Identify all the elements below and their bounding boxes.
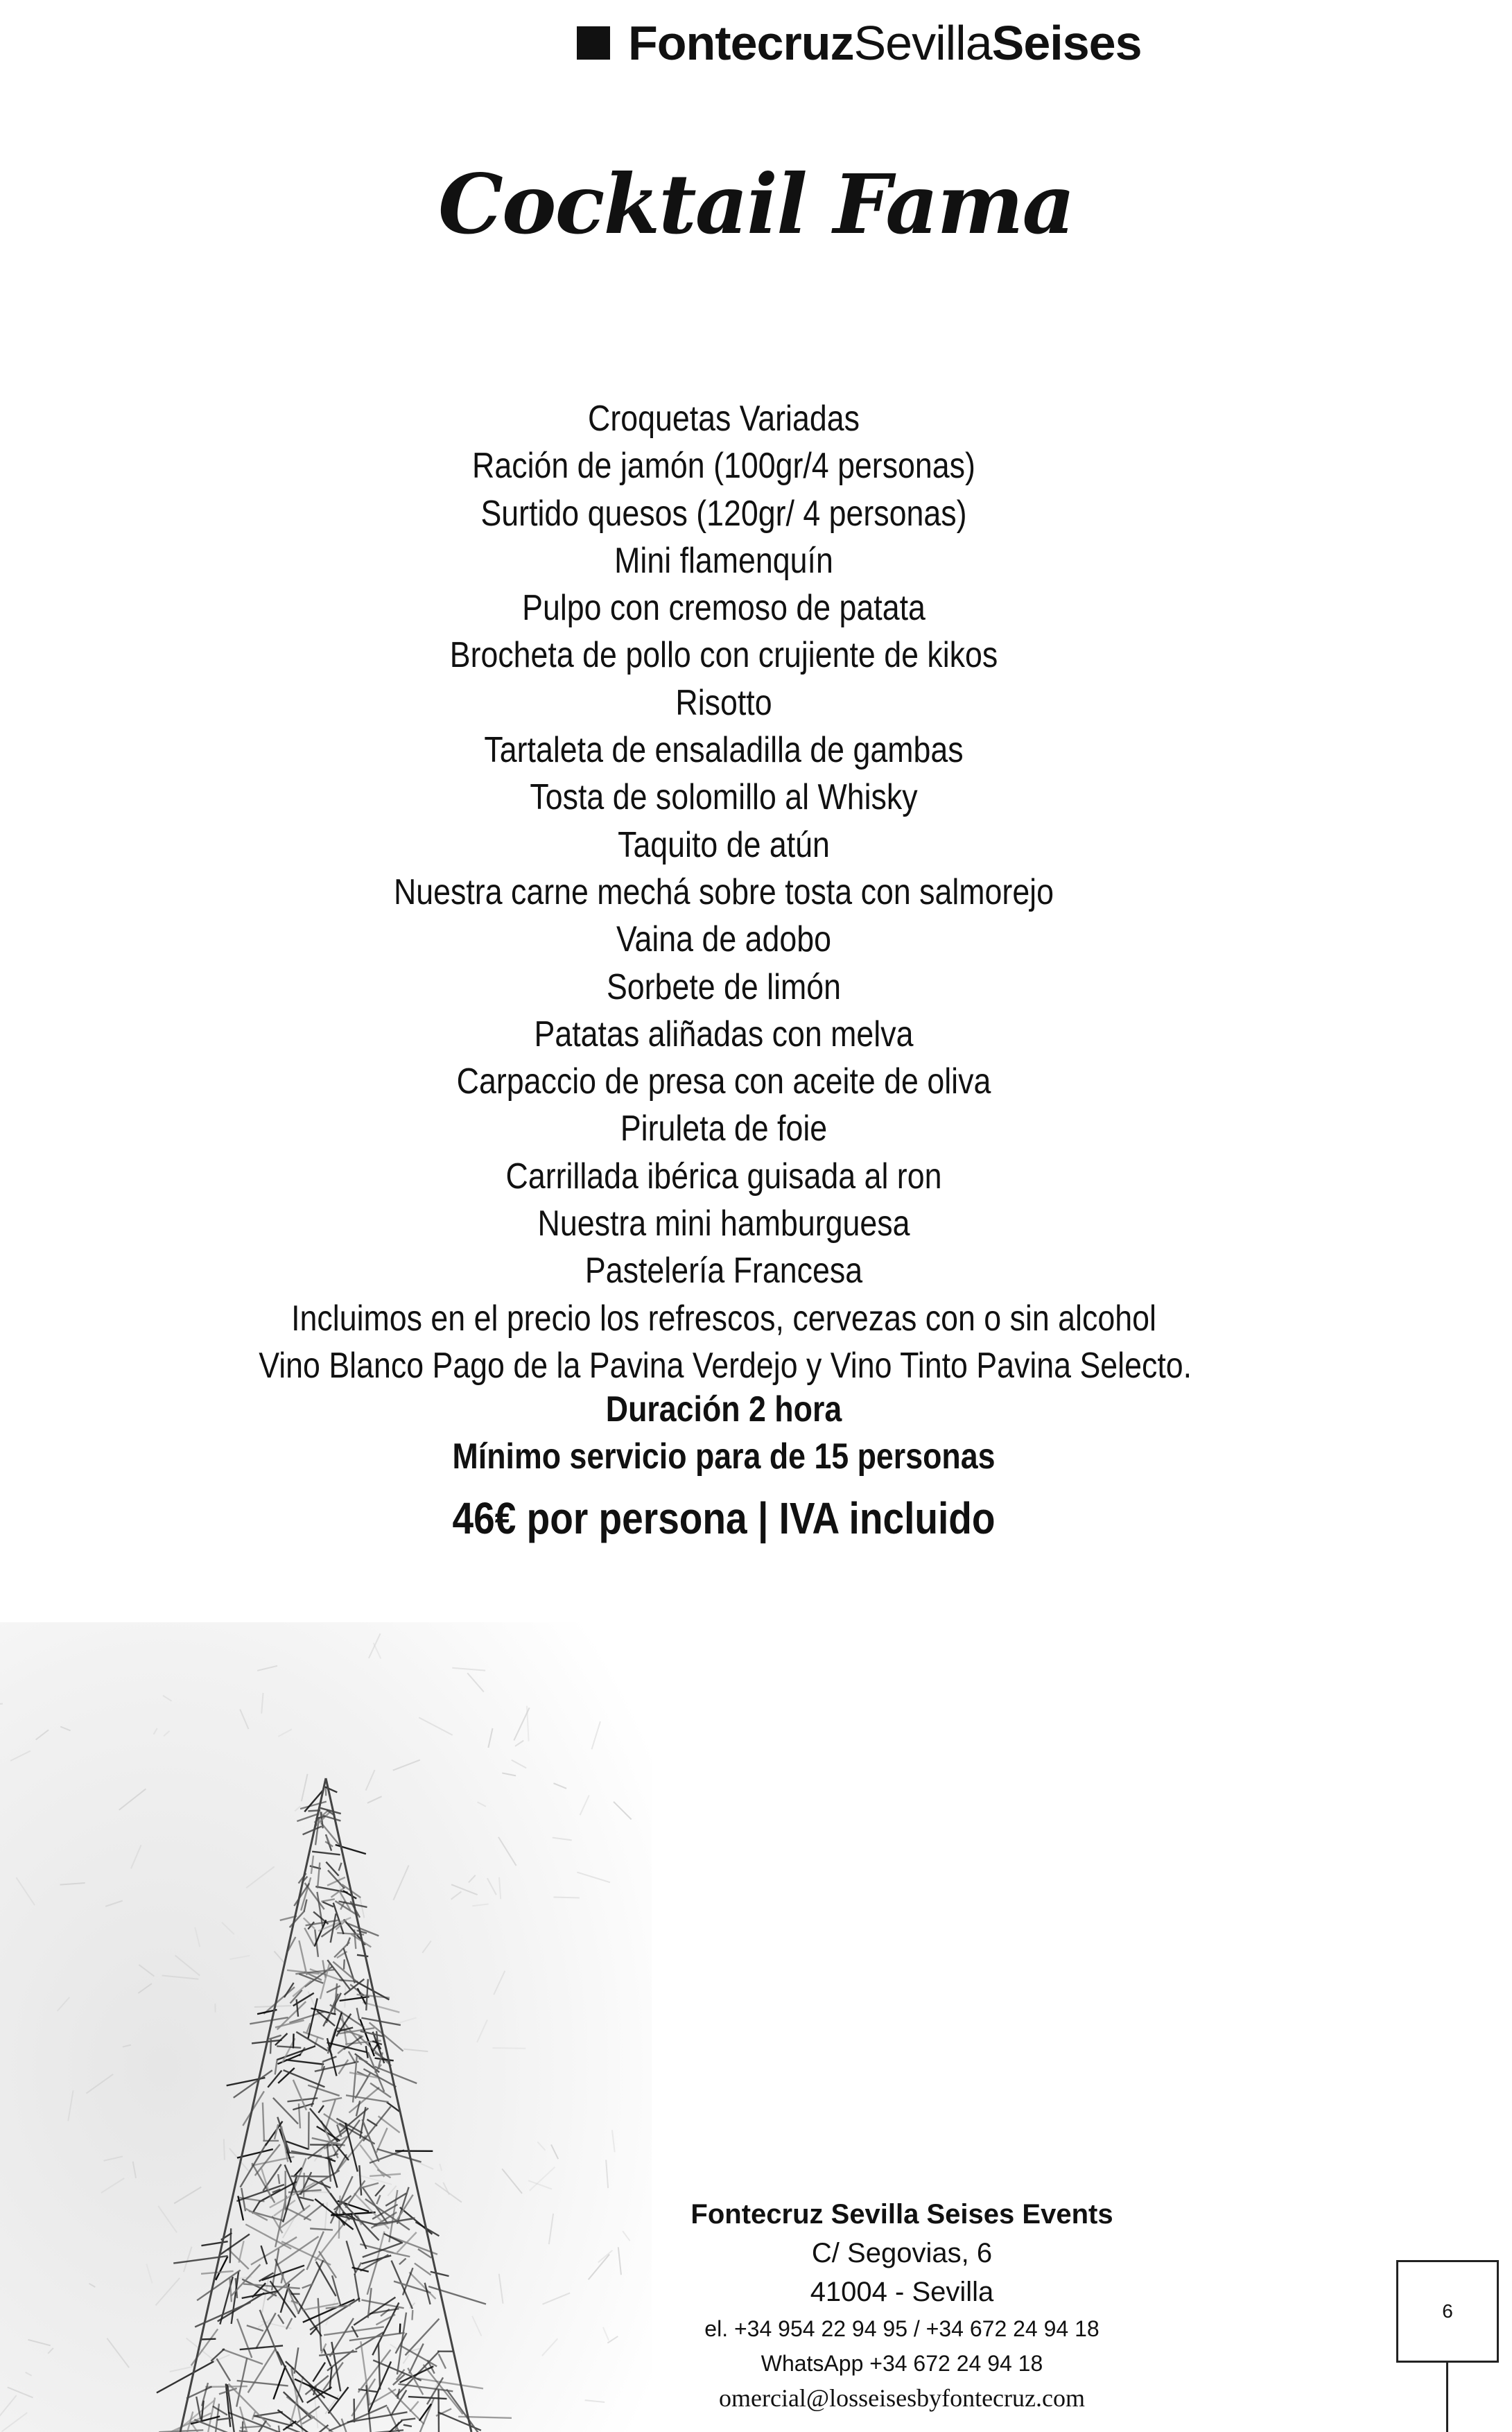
footer-company-name: Fontecruz Sevilla Seises Events: [690, 2199, 1113, 2230]
page-box-line: [1446, 2363, 1448, 2432]
menu-item: Vino Blanco Pago de la Pavina Verdejo y Vino Tinto Pavina Selecto.: [259, 1345, 1192, 1386]
menu-item: Vaina de adobo: [616, 919, 832, 960]
tree-stroke: [293, 2033, 294, 2048]
logo-square-icon: [577, 26, 610, 60]
menu-item: Pulpo con cremoso de patata: [522, 588, 926, 629]
menu-item: Tosta de solomillo al Whisky: [530, 777, 918, 818]
menu-item: Carrillada ibérica guisada al ron: [505, 1156, 942, 1197]
menu-item: Nuestra mini hamburguesa: [537, 1204, 910, 1244]
menu-item: Tartaleta de ensaladilla de gambas: [484, 730, 964, 771]
menu-item: Mini flamenquín: [614, 540, 833, 581]
tree-stroke: [202, 2339, 216, 2340]
menu-item: Nuestra carne mechá sobre tosta con salmorejo: [393, 871, 1054, 912]
christmas-tree-illustration: [0, 1622, 652, 2432]
menu-item: Brocheta de pollo con crujiente de kikos: [449, 635, 998, 676]
menu-item: Surtido quesos (120gr/ 4 personas): [480, 493, 967, 534]
footer-whatsapp: WhatsApp +34 672 24 94 18: [761, 2351, 1043, 2376]
footer-contact: [638, 2195, 1165, 2415]
sketch-stroke: [553, 1897, 579, 1898]
menu-item: Carpaccio de presa con aceite de oliva: [456, 1061, 991, 1102]
page-number: 6: [1442, 2300, 1453, 2322]
logo-text-sevilla: Sevilla: [853, 16, 992, 70]
menu-item: Risotto: [675, 682, 772, 723]
brand-logo: [577, 15, 1142, 71]
menu-item: Taquito de atún: [618, 824, 830, 865]
footer-phone: el. +34 954 22 94 95 / +34 672 24 94 18: [704, 2316, 1100, 2341]
sketch-stroke: [492, 2048, 525, 2049]
menu-list: [183, 395, 1265, 1389]
duration-text: Duración 2 hora: [605, 1389, 842, 1430]
logo-text-fontecruz: Fontecruz: [628, 16, 854, 70]
footer-email[interactable]: omercial@losseisesbyfontecruz.com: [719, 2384, 1085, 2412]
sketch-stroke: [224, 2139, 225, 2160]
menu-item: Patatas aliñadas con melva: [534, 1014, 914, 1054]
menu-item: Sorbete de limón: [606, 966, 842, 1007]
logo-text-seises: Seises: [991, 16, 1142, 70]
menu-item: Incluimos en el precio los refrescos, cervezas con o sin alcohol: [291, 1298, 1156, 1339]
menu-item: Piruleta de foie: [620, 1109, 828, 1149]
menu-item: Croquetas Variadas: [588, 399, 860, 439]
tree-stroke: [291, 2176, 331, 2177]
menu-item: Ración de jamón (100gr/4 personas): [472, 446, 975, 487]
footer-street: C/ Segovias, 6: [811, 2238, 993, 2268]
menu-title: Cocktail Fama: [437, 156, 1075, 252]
tree-stroke: [270, 2040, 271, 2054]
sketch-stroke: [312, 2192, 329, 2193]
page-number-box: [1396, 2260, 1499, 2363]
tree-stroke: [344, 1959, 345, 1969]
minimum-text: Mínimo servicio para de 15 personas: [452, 1436, 996, 1477]
footer-city: 41004 - Sevilla: [810, 2277, 994, 2307]
service-info: [183, 1386, 1265, 1481]
price-text: 46€ por persona | IVA incluido: [452, 1493, 996, 1543]
menu-item: Pastelería Francesa: [584, 1251, 863, 1292]
